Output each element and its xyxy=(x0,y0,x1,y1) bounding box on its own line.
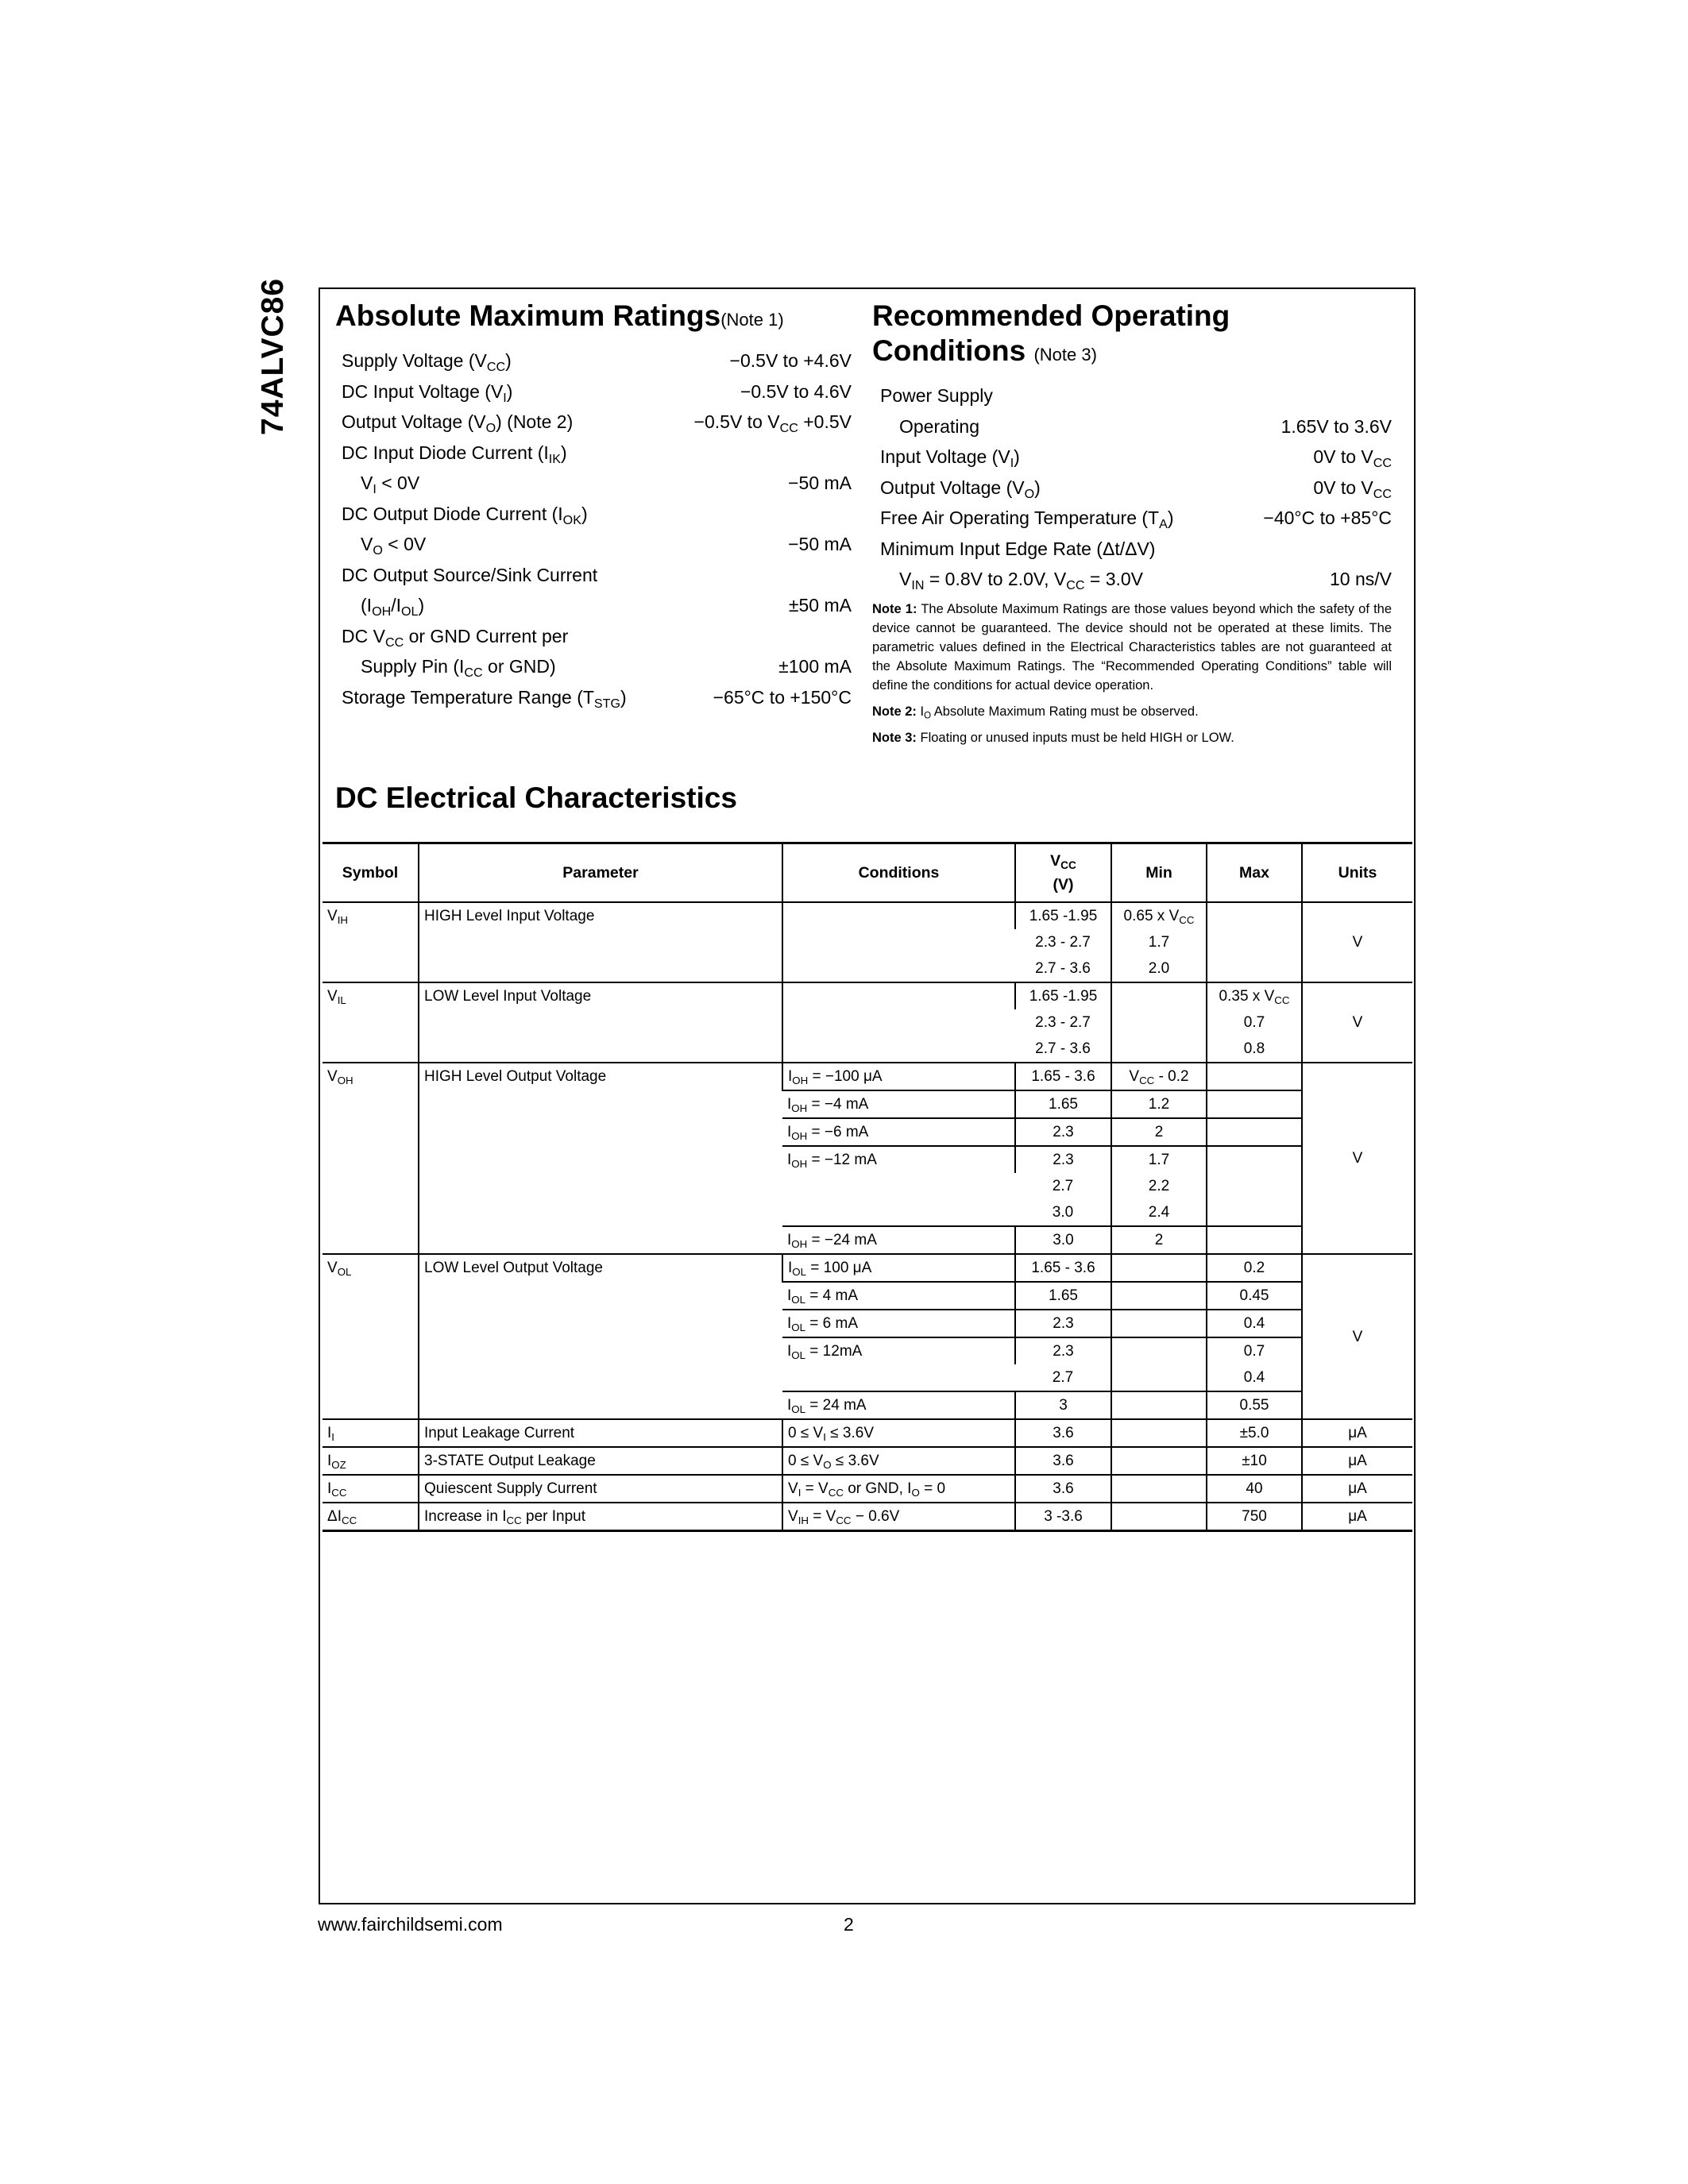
vcc-cell: 2.3 xyxy=(1015,1118,1111,1146)
max-cell: 750 xyxy=(1207,1503,1302,1531)
table-row xyxy=(323,1254,1412,1282)
rec-op-label: Power Supply xyxy=(880,385,993,406)
rec-op-value: 0V to $V_{CC}$ xyxy=(1313,477,1392,501)
max-cell: 0.4 xyxy=(1207,1364,1302,1391)
conditions-cell: $I_{OH} = -12$ mA xyxy=(782,1146,1015,1226)
abs-max-list xyxy=(335,345,852,712)
abs-max-label: Supply Pin ($I_{CC}$ or GND) xyxy=(361,656,556,680)
rec-op-row xyxy=(880,380,1392,411)
rec-op-label: Minimum Input Edge Rate (Δt/ΔV) xyxy=(880,538,1156,559)
max-cell: 40 xyxy=(1207,1475,1302,1503)
min-cell xyxy=(1111,1337,1207,1391)
rec-op-label: Output Voltage $(V_O)$ xyxy=(880,477,1041,501)
side-title: 74ALVC86 xyxy=(256,277,290,435)
rec-op-section xyxy=(872,299,1392,754)
dc-heading: DC Electrical Characteristics xyxy=(335,781,737,814)
min-cell xyxy=(1111,1447,1207,1475)
rec-op-label: Input Voltage $(V_I)$ xyxy=(880,446,1020,470)
dc-table xyxy=(323,842,1412,1532)
symbol-cell: $V_{OL}$ xyxy=(323,1254,419,1419)
dc-section xyxy=(335,781,737,816)
min-cell: 2 xyxy=(1111,1226,1207,1254)
table-row xyxy=(323,1447,1412,1475)
col-symbol: Symbol xyxy=(323,843,419,903)
max-cell xyxy=(1207,1090,1302,1118)
conditions-cell: $I_{OH} = -100$ μA xyxy=(782,1063,1015,1090)
conditions-cell xyxy=(782,982,1015,1063)
parameter-cell: HIGH Level Input Voltage xyxy=(419,902,782,982)
conditions-cell xyxy=(782,902,1015,982)
max-cell: 0.4 xyxy=(1207,1310,1302,1337)
col-min: Min xyxy=(1111,843,1207,903)
rec-op-value: 10 ns/V xyxy=(1330,569,1392,589)
col-units: Units xyxy=(1302,843,1412,903)
note-label: Note 2: xyxy=(872,704,917,719)
note: Note 2: $I_O$ Absolute Maximum Rating must be observed. xyxy=(872,704,1199,720)
table-row xyxy=(323,1419,1412,1447)
abs-max-row xyxy=(342,590,852,621)
table-row xyxy=(323,1503,1412,1531)
vcc-cell: 1.65 - 3.6 xyxy=(1015,1254,1111,1282)
abs-max-note-ref: (Note 1) xyxy=(720,310,784,330)
note-label: Note 3: xyxy=(872,730,917,745)
note: Note 3: Floating or unused inputs must be held HIGH or LOW. xyxy=(872,730,1234,745)
parameter-cell: 3-STATE Output Leakage xyxy=(419,1447,782,1475)
vcc-cell: 2.7 xyxy=(1052,1369,1074,1386)
abs-max-row xyxy=(342,438,852,469)
abs-max-label: Supply Voltage $(V_{CC})$ xyxy=(342,350,512,374)
min-cell: 2.0 xyxy=(1111,955,1207,982)
abs-max-value: ±100 mA xyxy=(778,656,852,677)
col-vcc: $V_{CC}$ (V) xyxy=(1015,843,1111,903)
max-cell xyxy=(1207,1118,1302,1146)
footer-url: www.fairchildsemi.com xyxy=(318,1914,503,1935)
conditions-cell: $V_{IH} = V_{CC} - 0.6V$ xyxy=(782,1503,1015,1531)
conditions-cell: $I_{OH} = -24$ mA xyxy=(782,1226,1015,1254)
vcc-cell: 1.65 -1.95 xyxy=(1015,982,1111,1009)
abs-max-row xyxy=(342,651,852,682)
vcc-cell: 1.65 xyxy=(1015,1282,1111,1310)
units-cell: μA xyxy=(1302,1447,1412,1475)
symbol-cell: $\Delta I_{CC}$ xyxy=(323,1503,419,1531)
table-row xyxy=(323,1063,1412,1090)
conditions-cell: $I_{OL} = 4$ mA xyxy=(782,1282,1015,1310)
conditions-cell: $I_{OL} = 24$ mA xyxy=(782,1391,1015,1419)
units-cell: V xyxy=(1302,982,1412,1063)
abs-max-section xyxy=(335,299,852,712)
single-rows xyxy=(323,1419,1412,1531)
min-cell xyxy=(1111,1475,1207,1503)
conditions-cell: $V_I = V_{CC}$ or GND, $I_O = 0$ xyxy=(782,1475,1015,1503)
conditions-cell: $I_{OH} = -4$ mA xyxy=(782,1090,1015,1118)
rec-op-label: $V_{IN} = 0.8V$ to 2.0V, $V_{CC} = 3.0V$ xyxy=(899,569,1144,592)
abs-max-row xyxy=(342,621,852,652)
symbol-cell: $V_{OH}$ xyxy=(323,1063,419,1254)
rec-op-row xyxy=(880,473,1392,504)
units-cell: μA xyxy=(1302,1475,1412,1503)
parameter-cell: Quiescent Supply Current xyxy=(419,1475,782,1503)
vcc-cell: 3.0 xyxy=(1052,1204,1074,1221)
units-cell: V xyxy=(1302,1254,1412,1419)
conditions-cell: $I_{OL} = 100$ μA xyxy=(782,1254,1015,1282)
vcc-cell: 3.6 xyxy=(1015,1419,1111,1447)
note: Note 1: The Absolute Maximum Ratings are those values beyond which the safety of the device cannot be guaranteed. The device should not be operated at these limits. The parametric values defined in the Electrical Characteristics tables are not guaranteed at the Absolute Maximum Ratings. The “Recommended Operating Conditions” table will define the conditions for actual device operation. xyxy=(872,601,1393,693)
abs-max-label: Output Voltage $(V_O)$ (Note 2) xyxy=(342,411,574,435)
units-cell: μA xyxy=(1302,1503,1412,1531)
vcc-cell: 2.7 xyxy=(1052,1178,1074,1194)
rec-op-value: 0V to $V_{CC}$ xyxy=(1313,446,1392,470)
abs-max-row xyxy=(342,376,852,407)
max-cell: 0.7 xyxy=(1207,1009,1302,1036)
max-cell: 0.7 xyxy=(1207,1337,1302,1364)
max-cell: 0.45 xyxy=(1207,1282,1302,1310)
symbol-cell: $V_{IH}$ xyxy=(323,902,419,982)
min-cell: 0.65 x $V_{CC}$ xyxy=(1111,902,1207,929)
table-row xyxy=(323,902,1412,929)
abs-max-value: −50 mA xyxy=(788,473,852,493)
parameter-cell: LOW Level Output Voltage xyxy=(419,1254,782,1419)
col-max: Max xyxy=(1207,843,1302,903)
max-cell xyxy=(1207,1063,1302,1090)
min-cell xyxy=(1111,1391,1207,1419)
col-parameter: Parameter xyxy=(419,843,782,903)
rec-op-heading: Recommended Operating Conditions (Note 3) xyxy=(872,299,1230,367)
min-cell xyxy=(1111,1310,1207,1337)
min-cell xyxy=(1111,1282,1207,1310)
abs-max-row xyxy=(342,529,852,560)
abs-max-row xyxy=(342,407,852,438)
max-cell: ±5.0 xyxy=(1207,1419,1302,1447)
abs-max-label: DC Input Voltage $(V_I)$ xyxy=(342,380,513,405)
symbol-cell: $I_{CC}$ xyxy=(323,1475,419,1503)
vcc-cell: 2.7 - 3.6 xyxy=(1035,960,1091,977)
notes-block xyxy=(872,600,1392,747)
abs-max-label: DC $V_{CC}$ or GND Current per xyxy=(342,625,569,650)
parameter-cell: LOW Level Input Voltage xyxy=(419,982,782,1063)
rec-op-note-ref: (Note 3) xyxy=(1033,345,1097,365)
rec-op-label: Operating xyxy=(899,415,980,437)
min-cell: 1.7 xyxy=(1111,1146,1207,1173)
vcc-cell: 1.65 -1.95 xyxy=(1015,902,1111,929)
max-cell xyxy=(1207,1146,1302,1226)
rec-op-row xyxy=(880,534,1392,565)
abs-max-label: $V_O < 0V$ xyxy=(361,534,427,558)
abs-max-label: DC Output Source/Sink Current xyxy=(342,564,598,585)
footer-page-number: 2 xyxy=(844,1914,854,1935)
units-cell: V xyxy=(1302,1063,1412,1254)
abs-max-value: −65°C to +150°C xyxy=(713,686,852,708)
conditions-cell: $I_{OH} = -6$ mA xyxy=(782,1118,1015,1146)
abs-max-row xyxy=(342,468,852,499)
abs-max-label: DC Input Diode Current $(I_{IK})$ xyxy=(342,442,567,466)
abs-max-row xyxy=(342,682,852,713)
col-conditions: Conditions xyxy=(782,843,1015,903)
min-cell xyxy=(1111,1254,1207,1282)
conditions-cell: $I_{OL} = 6$ mA xyxy=(782,1310,1015,1337)
conditions-cell: $0 \le V_I \le 3.6V$ xyxy=(782,1419,1015,1447)
table-row xyxy=(323,982,1412,1009)
max-cell xyxy=(1207,1226,1302,1254)
table-header-row xyxy=(323,843,1412,903)
rec-op-value: 1.65V to 3.6V xyxy=(1280,415,1392,437)
abs-max-label: DC Output Diode Current $(I_{OK})$ xyxy=(342,503,588,527)
vcc-cell: 3.6 xyxy=(1015,1447,1111,1475)
max-cell: 0.35 x $V_{CC}$ xyxy=(1207,982,1302,1009)
vcc-cell: 2.3 - 2.7 xyxy=(1035,934,1091,951)
min-cell: 1.7 xyxy=(1111,929,1207,955)
abs-max-row xyxy=(342,560,852,591)
rec-op-list xyxy=(872,380,1392,595)
abs-max-label: $(I_{OH}/I_{OL})$ xyxy=(361,595,425,619)
abs-max-value: ±50 mA xyxy=(788,595,852,615)
parameter-cell: HIGH Level Output Voltage xyxy=(419,1063,782,1254)
vcc-cell: 1.65 xyxy=(1015,1090,1111,1118)
vcc-cell: 1.65 - 3.6 xyxy=(1015,1063,1111,1090)
min-cell xyxy=(1111,982,1207,1063)
conditions-cell: $0 \le V_O \le 3.6V$ xyxy=(782,1447,1015,1475)
note-label: Note 1: xyxy=(872,601,917,616)
vcc-cell: 3 xyxy=(1015,1391,1111,1419)
vcc-cell: 2.7 - 3.6 xyxy=(1035,1040,1091,1057)
rec-op-row xyxy=(880,411,1392,442)
conditions-cell: $I_{OL} = 12mA$ xyxy=(782,1337,1015,1391)
min-cell: 1.2 xyxy=(1111,1090,1207,1118)
max-cell xyxy=(1207,902,1302,982)
rec-op-label: Free Air Operating Temperature $(T_A)$ xyxy=(880,507,1174,531)
vcc-cell: 2.3 - 2.7 xyxy=(1035,1014,1091,1031)
units-cell: V xyxy=(1302,902,1412,982)
abs-max-row xyxy=(342,345,852,376)
rec-op-row xyxy=(880,503,1392,534)
min-cell xyxy=(1111,1419,1207,1447)
rec-op-value: −40°C to +85°C xyxy=(1263,507,1392,528)
abs-max-value: −0.5V to 4.6V xyxy=(740,380,852,402)
abs-max-heading: Absolute Maximum Ratings(Note 1) xyxy=(335,299,784,332)
abs-max-label: $V_I < 0V$ xyxy=(361,473,420,496)
symbol-cell: $I_I$ xyxy=(323,1419,419,1447)
table-row xyxy=(323,1475,1412,1503)
parameter-cell: Input Leakage Current xyxy=(419,1419,782,1447)
abs-max-value: −50 mA xyxy=(788,534,852,554)
symbol-cell: $V_{IL}$ xyxy=(323,982,419,1063)
vcc-cell: 2.3 xyxy=(1015,1310,1111,1337)
vcc-cell: 3.0 xyxy=(1015,1226,1111,1254)
vcc-cell: 2.3 xyxy=(1015,1337,1111,1364)
max-cell: 0.2 xyxy=(1207,1254,1302,1282)
rec-op-row xyxy=(880,442,1392,473)
min-cell: $V_{CC} - 0.2$ xyxy=(1111,1063,1207,1090)
min-cell xyxy=(1111,1503,1207,1531)
max-cell: 0.55 xyxy=(1207,1391,1302,1419)
vcc-cell: 3.6 xyxy=(1015,1475,1111,1503)
min-cell: 2 xyxy=(1111,1118,1207,1146)
max-cell: 0.8 xyxy=(1207,1036,1302,1063)
rec-op-row xyxy=(880,564,1392,595)
abs-max-row xyxy=(342,499,852,530)
vcc-cell: 3 -3.6 xyxy=(1015,1503,1111,1531)
abs-max-label: Storage Temperature Range $(T_{STG})$ xyxy=(342,686,627,711)
max-cell: ±10 xyxy=(1207,1447,1302,1475)
vcc-cell: 2.3 xyxy=(1015,1146,1111,1173)
min-cell: 2.2 xyxy=(1111,1173,1207,1199)
abs-max-value: −0.5V to +4.6V xyxy=(729,350,852,371)
abs-max-value: −0.5V to $V_{CC} +0.5V$ xyxy=(693,411,852,435)
units-cell: μA xyxy=(1302,1419,1412,1447)
min-cell: 2.4 xyxy=(1111,1199,1207,1226)
parameter-cell: Increase in $I_{CC}$ per Input xyxy=(419,1503,782,1531)
symbol-cell: $I_{OZ}$ xyxy=(323,1447,419,1475)
